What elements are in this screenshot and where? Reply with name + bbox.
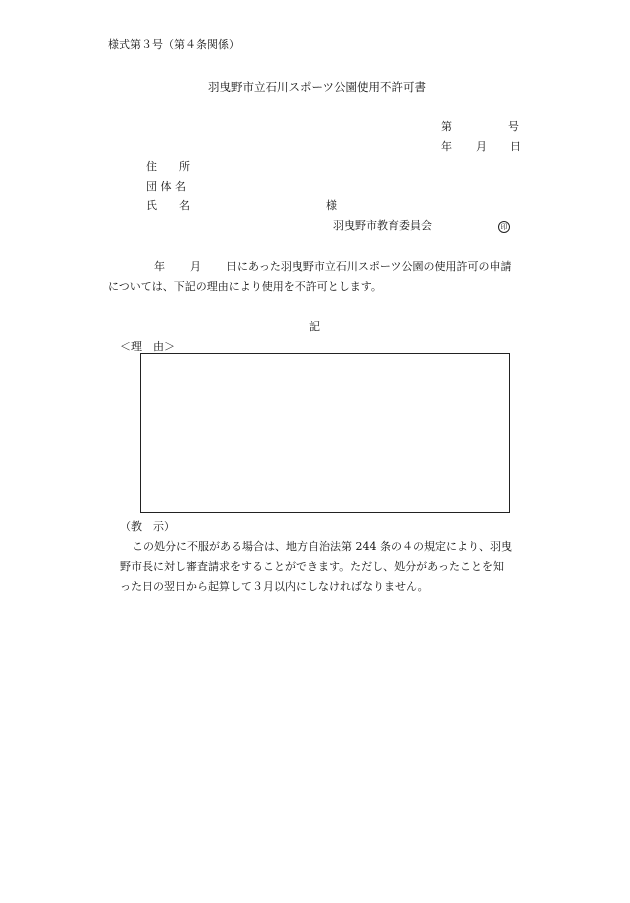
- ki-heading: 記: [309, 320, 320, 333]
- reason-label: ＜理 由＞: [120, 340, 175, 353]
- document-title: 羽曳野市立石川スポーツ公園使用不許可書: [208, 80, 427, 94]
- address-label: 住 所: [146, 160, 190, 173]
- body-line-2: については、下記の理由により使用を不許可とします。: [108, 280, 382, 293]
- issuer-name: 羽曳野市教育委員会: [333, 219, 432, 232]
- date-month: 月: [476, 140, 487, 153]
- date-day: 日: [510, 140, 521, 153]
- honorific-sama: 様: [326, 199, 337, 212]
- body-line-1: 日にあった羽曳野市立石川スポーツ公園の使用許可の申請: [226, 260, 512, 273]
- name-label: 氏 名: [146, 199, 190, 212]
- group-name-label: 団 体 名: [146, 180, 186, 193]
- date-year: 年: [441, 140, 452, 153]
- instruction-label: （教 示）: [120, 520, 175, 533]
- number-dai: 第: [441, 120, 452, 133]
- instruction-line-2: 野市長に対し審査請求をすることができます。ただし、処分があったことを知: [120, 560, 505, 573]
- reason-box: [140, 353, 510, 513]
- form-number: 様式第３号（第４条関係）: [108, 38, 240, 51]
- number-go: 号: [508, 120, 519, 133]
- seal-mark: [498, 219, 510, 233]
- seal-icon: 印: [498, 221, 510, 233]
- body-date-month: 月: [190, 260, 201, 273]
- instruction-line-3: った日の翌日から起算して３月以内にしなければなりません。: [120, 580, 429, 593]
- body-date-year: 年: [154, 260, 165, 273]
- instruction-line-1: この処分に不服がある場合は、地方自治法第 244 条の４の規定により、羽曳: [132, 540, 512, 553]
